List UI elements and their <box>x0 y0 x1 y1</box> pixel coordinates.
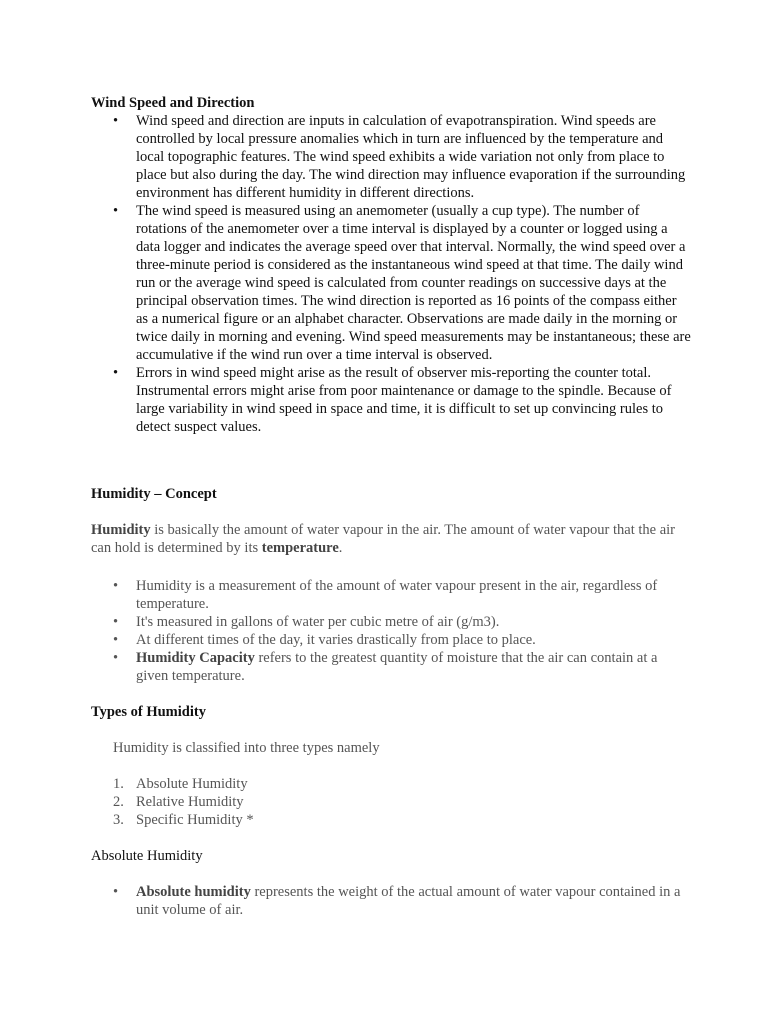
humidity-intro-mid: is basically the amount of water vapour in the air. The amount of water vapour that the air can hold is determined by its <box>91 522 676 556</box>
absolute-bullet-list <box>91 883 691 919</box>
types-item-label: Specific Humidity * <box>136 812 254 828</box>
types-item-3 <box>91 811 691 829</box>
types-item-2 <box>91 793 691 811</box>
types-item-label: Relative Humidity <box>136 794 244 810</box>
wind-bullet-list <box>91 112 691 436</box>
humidity-bullets-block <box>91 577 691 685</box>
types-item-label: Absolute Humidity <box>136 776 248 792</box>
humidity-intro-end: . <box>338 540 343 556</box>
humidity-intro-block <box>91 521 691 557</box>
types-numbered-list <box>91 775 691 829</box>
absolute-heading-block <box>91 847 691 865</box>
types-item-number: 2. <box>113 794 124 810</box>
humidity-bullet-list <box>91 577 691 685</box>
types-intro: Humidity is classified into three types namely <box>113 740 380 756</box>
wind-bullet-3: • Errors in wind speed might arise as the result of observer mis-reporting the counter total. Instrumental errors might arise from poor maintenance or damage to the spindle. Because of large variability in wind speed in space and time, it is difficult to set up convincing rules to detect suspect values. <box>91 364 691 436</box>
types-list-block <box>91 775 691 829</box>
humidity-heading: Humidity – Concept <box>91 486 217 502</box>
humidity-intro <box>91 521 691 557</box>
absolute-bullets-block <box>91 883 691 919</box>
humidity-intro-term2: temperature <box>261 540 339 556</box>
wind-heading: Wind Speed and Direction <box>91 95 255 111</box>
types-item-number: 1. <box>113 776 124 792</box>
absolute-bullet-1 <box>91 883 691 919</box>
humidity-bullet-3: • At different times of the day, it varies drastically from place to place. <box>91 631 691 649</box>
wind-bullet-2: • The wind speed is measured using an anemometer (usually a cup type). The number of rotations of the anemometer over a time interval is displayed by a counter or logged using a data logger and indicates the average speed over that interval. Normally, the wind speed over a three-minute period is considered as the instantaneous wind speed at that time. The daily wind run or the average wind speed is calculated from counter readings on successive days at the principal observation times. The wind direction is reported as 16 points of the compass either as a numerical figure or an alphabet character. Observations are made daily in the morning or twice daily in morning and evening. Wind speed measurements may be instantaneous; these are accumulative if the wind run over a time interval is observed. <box>91 202 691 364</box>
absolute-humidity-text: represents the weight of the actual amount of water vapour contained in a unit volume of air. <box>136 884 681 918</box>
humidity-intro-term: Humidity <box>91 522 151 538</box>
humidity-bullet-2: • It's measured in gallons of water per cubic metre of air (g/m3). <box>91 613 691 631</box>
types-item-number: 3. <box>113 812 124 828</box>
types-heading-block <box>91 703 691 721</box>
humidity-capacity-term: Humidity Capacity <box>136 650 255 666</box>
types-intro-block <box>91 739 691 757</box>
types-item-1 <box>91 775 691 793</box>
humidity-heading-block <box>91 485 691 503</box>
humidity-bullet-4 <box>91 649 691 685</box>
absolute-humidity-term: Absolute humidity <box>136 884 251 900</box>
types-heading: Types of Humidity <box>91 704 206 720</box>
wind-section <box>91 94 691 436</box>
humidity-capacity-text: refers to the greatest quantity of moisture that the air can contain at a given temperature. <box>136 650 658 684</box>
absolute-heading: Absolute Humidity <box>91 848 203 864</box>
wind-bullet-1: • Wind speed and direction are inputs in calculation of evapotranspiration. Wind speeds are controlled by local pressure anomalies which in turn are influenced by the temperature and local topographic features. The wind speed exhibits a wide variation not only from place to place but also during the day. The wind direction may influence evaporation if the surrounding environment has different humidity in different directions. <box>91 112 691 202</box>
humidity-bullet-1: • Humidity is a measurement of the amount of water vapour present in the air, regardless of temperature. <box>91 577 691 613</box>
